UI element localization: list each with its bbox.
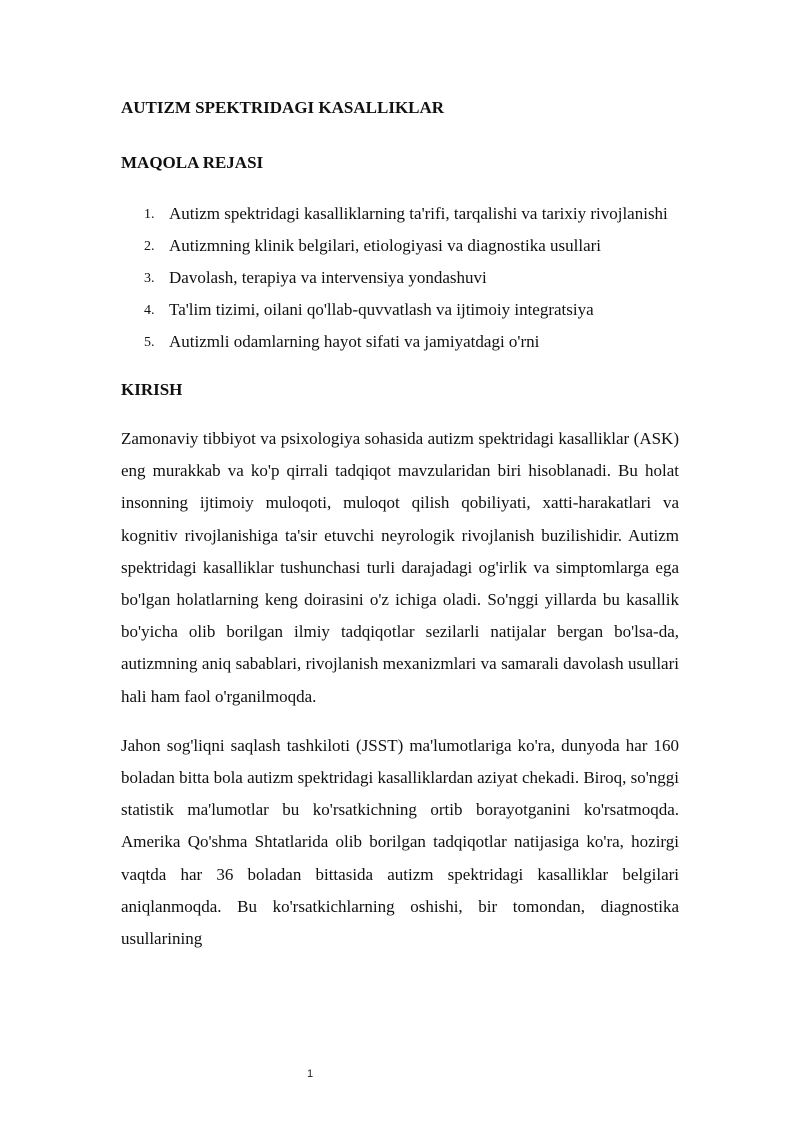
- plan-item-number: 3.: [144, 271, 155, 286]
- plan-list: [121, 198, 679, 358]
- plan-item-text: Autizm spektridagi kasalliklarning ta'rifi, tarqalishi va tarixiy rivojlanishi: [169, 204, 668, 223]
- plan-list-item: [121, 230, 679, 262]
- intro-paragraph-1: Zamonaviy tibbiyot va psixologiya sohasida autizm spektridagi kasalliklar (ASK) eng murakkab va ko'p qirrali tadqiqot mavzularidan biri hisoblanadi. Bu holat insonning ijtimoiy muloqoti, muloqot qilish qobiliyati, xatti-harakatlari va kognitiv rivojlanishiga ta'sir etuvchi neyrologik rivojlanish buzilishidir. Autizm spektridagi kasalliklar tushunchasi turli darajadagi og'irlik va simptomlarga ega bo'lgan holatlarning keng doirasini o'z ichiga oladi. So'nggi yillarda bu kasallik bo'yicha olib borilgan ilmiy tadqiqotlar sezilarli natijalar bergan bo'lsa-da, autizmning aniq sabablari, rivojlanish mexanizmlari va samarali davolash usullari hali ham faol o'rganilmoqda.: [121, 429, 679, 706]
- plan-list-item: [121, 262, 679, 294]
- plan-item-number: 4.: [144, 303, 155, 318]
- page-content: [121, 96, 679, 955]
- plan-item-number: 5.: [144, 335, 155, 350]
- plan-list-item: [121, 198, 679, 230]
- plan-item-text: Autizmning klinik belgilari, etiologiyasi va diagnostika usullari: [169, 236, 602, 255]
- plan-list-item: [121, 326, 679, 358]
- intro-paragraph-2: Jahon sog'liqni saqlash tashkiloti (JSST) ma'lumotlariga ko'ra, dunyoda har 160 boladan bitta bola autizm spektridagi kasalliklardan aziyat chekadi. Biroq, so'nggi statistik ma'lumotlar bu ko'rsatkichning ortib borayotganini ko'rsatmoqda. Amerika Qo'shma Shtatlarida olib borilgan tadqiqotlar natijasiga ko'ra, hozirgi vaqtda har 36 boladan bittasida autizm spektridagi kasalliklar belgilari aniqlanmoqda. Bu ko'rsatkichlarning oshishi, bir tomondan, diagnostika usullarining: [121, 735, 679, 949]
- page-number: 1: [306, 1068, 314, 1080]
- plan-item-text: Ta'lim tizimi, oilani qo'llab-quvvatlash va ijtimoiy integratsiya: [169, 300, 594, 319]
- plan-item-number: 2.: [144, 239, 155, 254]
- plan-item-text: Davolash, terapiya va intervensiya yondashuvi: [169, 268, 487, 287]
- plan-item-number: 1.: [144, 207, 155, 222]
- plan-list-item: [121, 294, 679, 326]
- plan-heading: MAQOLA REJASI: [121, 153, 264, 172]
- intro-heading: KIRISH: [121, 380, 183, 399]
- document-title: AUTIZM SPEKTRIDAGI KASALLIKLAR: [121, 98, 445, 117]
- plan-item-text: Autizmli odamlarning hayot sifati va jamiyatdagi o'rni: [169, 332, 540, 351]
